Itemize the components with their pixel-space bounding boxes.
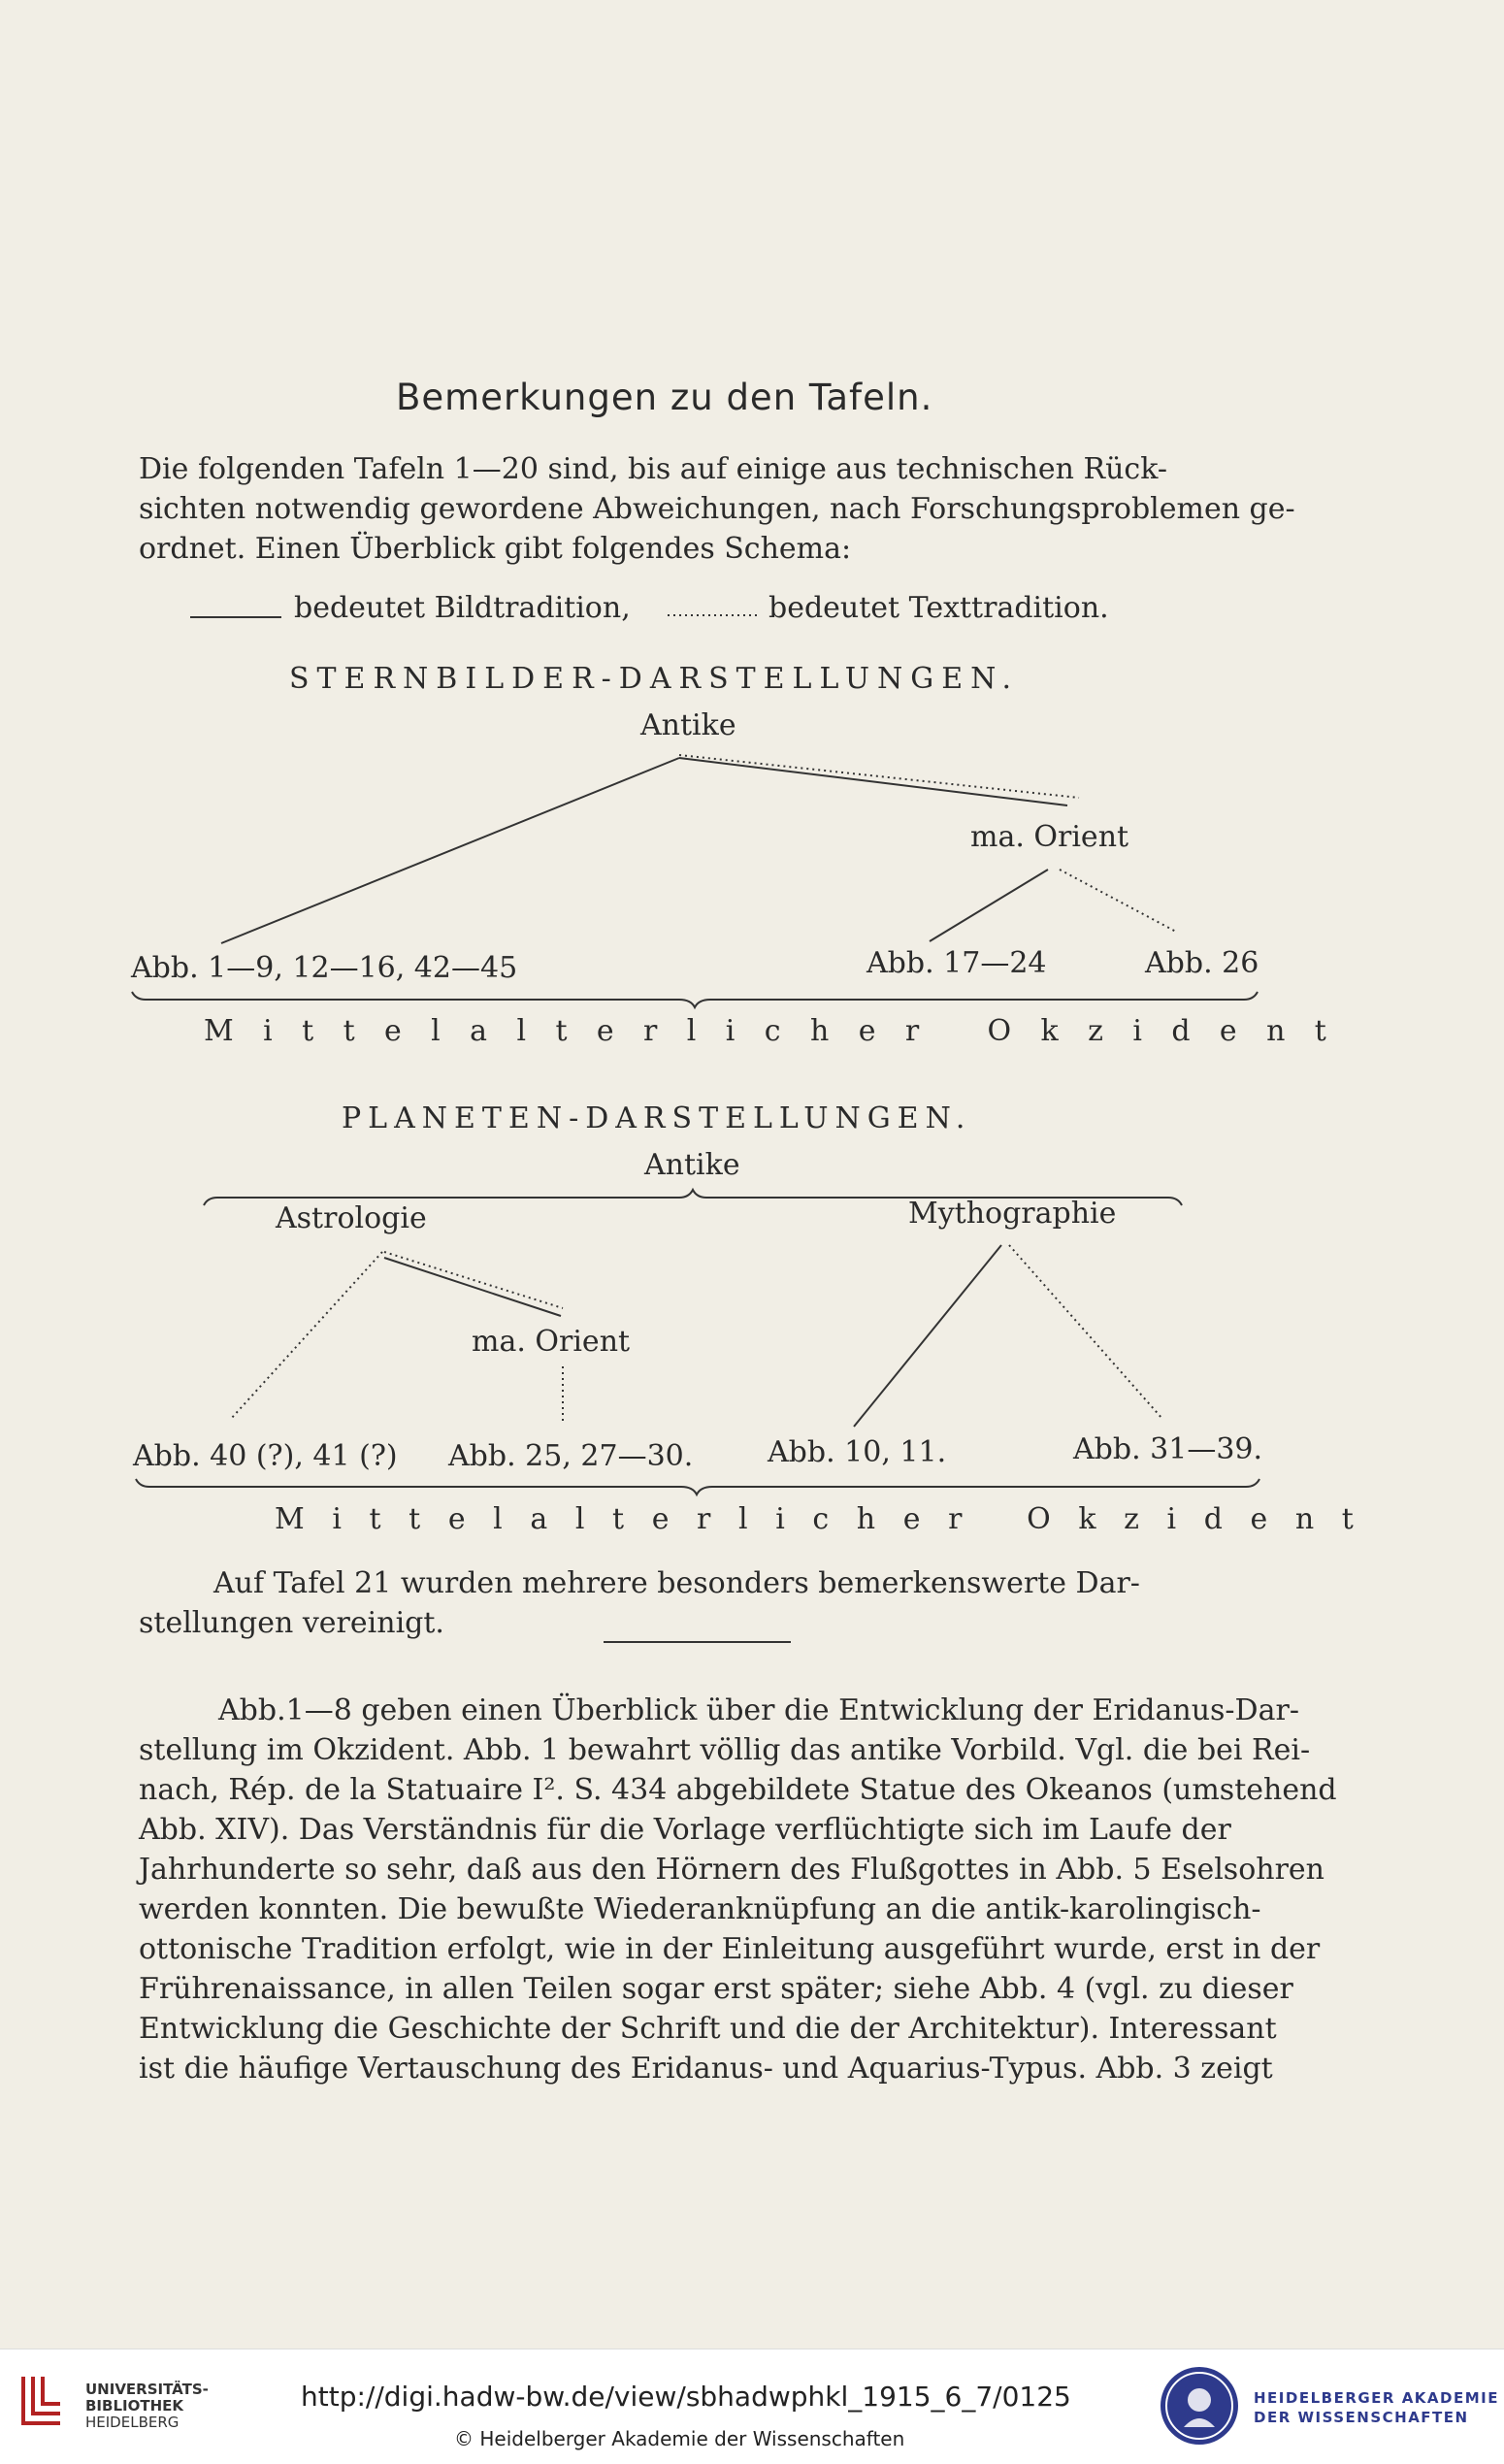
tafel21-line-2: stellungen vereinigt. bbox=[139, 1606, 444, 1640]
scheme1-orient: ma. Orient bbox=[970, 820, 1129, 854]
paragraph-line-6: werden konnten. Die bewußte Wiederanknüpfung an die antik-karolingisch- bbox=[139, 1892, 1261, 1926]
s1-okzident-brace bbox=[132, 992, 1258, 1007]
paragraph-line-9: Entwicklung die Geschichte der Schrift und die der Architektur). Interessant bbox=[139, 2012, 1277, 2046]
s1-antike-to-orient-text bbox=[679, 755, 1079, 798]
s2-okzident-brace bbox=[136, 1479, 1259, 1495]
academy-name bbox=[1254, 2388, 1499, 2427]
scheme2-leaf-a: Abb. 40 (?), 41 (?) bbox=[133, 1439, 398, 1473]
legend-solid-text: bedeutet Bildtradition, bbox=[294, 591, 631, 625]
scheme1-leaf-mid: Abb. 17—24 bbox=[866, 946, 1047, 980]
intro-line-3: ordnet. Einen Überblick gibt folgendes Schema: bbox=[139, 532, 852, 566]
scheme2-leaf-c: Abb. 10, 11. bbox=[768, 1435, 947, 1469]
scheme1-leaf-left: Abb. 1—9, 12—16, 42—45 bbox=[131, 951, 518, 985]
s2-astro-to-orient-image bbox=[384, 1258, 561, 1316]
scheme2-leaf-d: Abb. 31—39. bbox=[1073, 1432, 1263, 1466]
scheme2-leaf-b: Abb. 25, 27—30. bbox=[448, 1439, 694, 1473]
paragraph-line-2: stellung im Okzident. Abb. 1 bewahrt völlig das antike Vorbild. Vgl. die bei Rei- bbox=[139, 1733, 1311, 1767]
ub-line-1: UNIVERSITÄTS- bbox=[85, 2381, 209, 2398]
ub-name bbox=[85, 2382, 209, 2431]
ub-line-3: HEIDELBERG bbox=[85, 2414, 180, 2431]
s1-antike-to-left bbox=[221, 758, 679, 943]
paragraph-line-7: ottonische Tradition erfolgt, wie in der Einleitung ausgeführt wurde, erst in der bbox=[139, 1932, 1321, 1966]
scheme2-bottom: Mittelalterlicher Okzident bbox=[275, 1502, 1382, 1536]
intro-line-2: sichten notwendig gewordene Abweichungen, nach Forschungsproblemen ge- bbox=[139, 492, 1295, 526]
s1-antike-to-orient-image bbox=[679, 758, 1067, 805]
scheme2-astro: Astrologie bbox=[276, 1201, 427, 1235]
paragraph-line-5: Jahrhunderte so sehr, daß aus den Hörnern des Flußgottes in Abb. 5 Eselsohren bbox=[139, 1853, 1325, 1887]
academy-seal-icon bbox=[1161, 2367, 1238, 2445]
scheme1-bottom: Mittelalterlicher Okzident bbox=[204, 1014, 1357, 1048]
s2-mytho-to-leaf-c bbox=[854, 1245, 1001, 1427]
copyright-text: © Heidelberger Akademie der Wissenschaften bbox=[454, 2427, 905, 2450]
page-title: Bemerkungen zu den Tafeln. bbox=[396, 377, 933, 418]
legend-dotted-text: bedeutet Texttradition. bbox=[768, 591, 1109, 625]
s1-orient-to-mid bbox=[930, 870, 1048, 941]
scheme1-heading: STERNBILDER-DARSTELLUNGEN. bbox=[289, 662, 1020, 696]
scheme2-mytho: Mythographie bbox=[908, 1197, 1117, 1231]
scheme2-orient: ma. Orient bbox=[472, 1325, 631, 1359]
paragraph-line-4: Abb. XIV). Das Verständnis für die Vorlage verflüchtigte sich im Laufe der bbox=[139, 1813, 1231, 1847]
scheme1-leaf-right: Abb. 26 bbox=[1145, 946, 1259, 980]
paragraph-line-1: Abb.1—8 geben einen Überblick über die Entwicklung der Eridanus-Dar- bbox=[218, 1693, 1299, 1727]
academy-line-2: DER WISSENSCHAFTEN bbox=[1254, 2409, 1469, 2426]
scheme2-heading: PLANETEN-DARSTELLUNGEN. bbox=[342, 1101, 972, 1135]
footer bbox=[0, 2349, 1504, 2464]
permalink-url[interactable]: http://digi.hadw-bw.de/view/sbhadwphkl_1915_6_7/0125 bbox=[301, 2381, 1071, 2413]
intro-line-1: Die folgenden Tafeln 1—20 sind, bis auf einige aus technischen Rück- bbox=[139, 452, 1168, 486]
paragraph-line-8: Frührenaissance, in allen Teilen sogar erst später; siehe Abb. 4 (vgl. zu dieser bbox=[139, 1972, 1293, 2006]
s2-mytho-to-leaf-d bbox=[1009, 1245, 1162, 1419]
s2-astro-to-orient-text bbox=[384, 1252, 563, 1308]
s2-antike-brace bbox=[204, 1190, 1182, 1205]
s1-orient-to-right bbox=[1060, 870, 1176, 932]
paragraph-line-3: nach, Rép. de la Statuaire I². S. 434 abgebildete Statue des Okeanos (umstehend bbox=[139, 1773, 1337, 1807]
academy-line-1: HEIDELBERGER AKADEMIE bbox=[1254, 2389, 1499, 2407]
tafel21-line-1: Auf Tafel 21 wurden mehrere besonders bemerkenswerte Dar- bbox=[213, 1566, 1140, 1600]
s2-astro-to-leaf-a bbox=[231, 1252, 382, 1419]
paragraph-line-10: ist die häufige Vertauschung des Eridanus- und Aquarius-Typus. Abb. 3 zeigt bbox=[139, 2052, 1273, 2086]
scheme2-root: Antike bbox=[644, 1148, 740, 1182]
ub-logo-icon bbox=[17, 2371, 66, 2429]
scheme1-root: Antike bbox=[640, 708, 736, 742]
ub-line-2: BIBLIOTHEK bbox=[85, 2397, 183, 2415]
